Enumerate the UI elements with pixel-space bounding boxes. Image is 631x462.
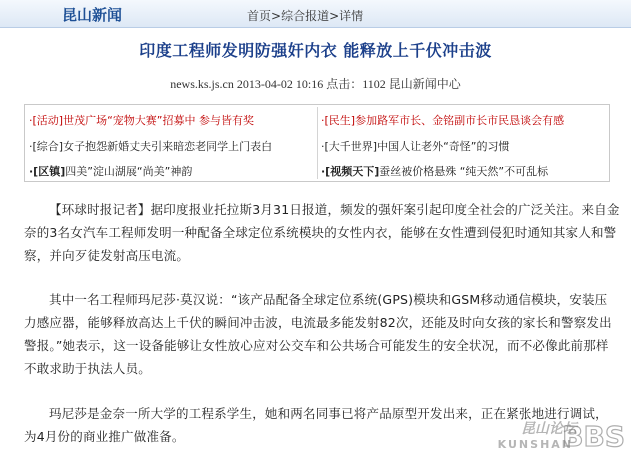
rec-tag: ·[视频天下] — [321, 165, 380, 178]
rec-link-right-2[interactable]: ·[大千世界]中国人让老外“奇怪”的习惯 — [321, 140, 510, 153]
breadcrumb-separator: > — [271, 9, 282, 23]
breadcrumb-home[interactable]: 首页 — [247, 9, 272, 23]
breadcrumb-separator: > — [329, 9, 340, 23]
breadcrumb-category[interactable]: 综合报道 — [281, 9, 330, 23]
rec-link-left-3[interactable] — [29, 163, 192, 179]
rec-link-text: 蚕丝被价格悬殊 “纯天然”不可乱标 — [379, 165, 549, 178]
recommended-links-box — [24, 104, 610, 182]
paragraph-text: 【环球时报记者】据印度报业托拉斯3月31日报道，频发的强奸案引起印度全社会的广泛关注。来自金奈的3名女汽车工程师发明一种配备全球定位系统模块的女性内衣，能够在女性遭到侵犯时通知其家人和警察，并向歹徒发射高压电流。 — [24, 202, 620, 263]
rec-link-text: 四美”淀山湖展“尚美”神韵 — [65, 165, 193, 178]
breadcrumb-current: 详情 — [339, 9, 364, 23]
site-logo[interactable]: 昆山新闻 — [62, 6, 123, 24]
watermark-en: KUNSHAN — [497, 438, 573, 451]
top-bar — [0, 0, 631, 28]
rec-link-right-3[interactable] — [321, 163, 548, 179]
watermark-cn: 昆山论坛 — [521, 421, 577, 437]
rec-link-left-2[interactable]: ·[综合]女子抱怨新婚丈夫引来暗恋老同学上门表白 — [29, 140, 273, 153]
paragraph-text: 其中一名工程师玛尼莎·莫汉说：“该产品配备全球定位系统(GPS)模块和GSM移动通信模块，安装压力感应器，能够释放高达上千伏的瞬间冲击波，电流最多能发射82次，还能及时向女孩的家长和警察发出警报。”她表示，这一设备能够让女性放心应对公交车和公共场合可能发生的安全状况，而不必像此前那样不敢求助于执法人员。 — [24, 292, 612, 376]
bbs-watermark — [475, 418, 625, 458]
rec-link-left-1[interactable]: ·[活动]世茂广场“宠物大赛”招募中 参与皆有奖 — [29, 114, 254, 127]
rec-link-right-1[interactable]: ·[民生]参加路军市长、金铭副市长市民恳谈会有感 — [321, 114, 565, 127]
paragraph-text: 玛尼莎是金奈一所大学的工程系学生，她和两名同事已将产品原型开发出来，正在紧张地进行调试，为4月份的商业推广做准备。 — [24, 406, 608, 444]
watermark-bbs: BBS — [562, 420, 625, 453]
article-meta: news.ks.js.cn 2013-04-02 10:16 点击：1102 昆山新闻中心 — [170, 77, 461, 91]
column-divider — [317, 107, 318, 179]
rec-tag: ·[区镇] — [29, 165, 66, 178]
article-title: 印度工程师发明防强奸内衣 能释放上千伏冲击波 — [139, 41, 492, 60]
breadcrumb — [247, 7, 363, 24]
article-paragraph-2 — [24, 288, 620, 380]
article-paragraph-1 — [24, 198, 620, 267]
